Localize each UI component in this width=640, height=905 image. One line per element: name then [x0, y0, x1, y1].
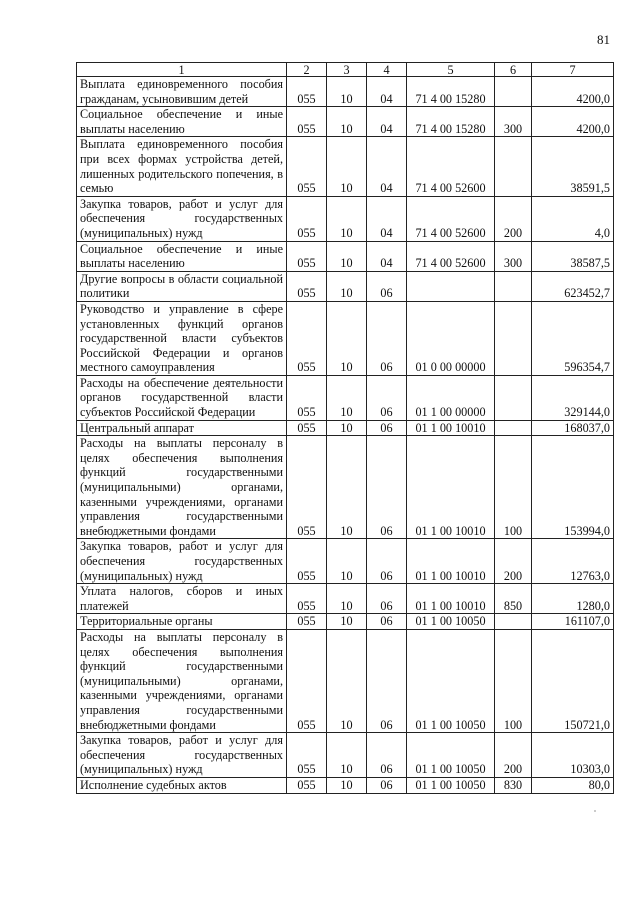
row-type-cell: [495, 271, 532, 301]
row-target-cell: 71 4 00 52600: [407, 137, 495, 196]
row-code-cell: 055: [287, 614, 327, 630]
row-code-cell: 055: [287, 137, 327, 196]
header-col-5: 5: [407, 63, 495, 77]
row-code-cell: 055: [287, 733, 327, 778]
row-subsection-cell: 06: [367, 539, 407, 584]
row-amount-cell: 4,0: [532, 196, 614, 241]
row-subsection-cell: 06: [367, 584, 407, 614]
row-amount-cell: 10303,0: [532, 733, 614, 778]
row-subsection-cell: 06: [367, 375, 407, 420]
row-section-cell: 10: [327, 107, 367, 137]
row-subsection-cell: 06: [367, 614, 407, 630]
row-type-cell: 300: [495, 241, 532, 271]
row-amount-cell: 4200,0: [532, 77, 614, 107]
row-amount-cell: 1280,0: [532, 584, 614, 614]
row-name-cell: Центральный аппарат: [77, 420, 287, 436]
row-subsection-cell: 06: [367, 420, 407, 436]
row-section-cell: 10: [327, 420, 367, 436]
row-code-cell: 055: [287, 420, 327, 436]
table-row: [77, 584, 614, 614]
row-subsection-cell: 04: [367, 77, 407, 107]
table-row: [77, 436, 614, 539]
row-code-cell: 055: [287, 436, 327, 539]
row-section-cell: 10: [327, 777, 367, 793]
row-code-cell: 055: [287, 539, 327, 584]
row-amount-cell: 80,0: [532, 777, 614, 793]
row-name-cell: Уплата налогов, сборов и иных платежей: [77, 584, 287, 614]
row-section-cell: 10: [327, 241, 367, 271]
row-code-cell: 055: [287, 629, 327, 732]
row-code-cell: 055: [287, 777, 327, 793]
table-row: [77, 777, 614, 793]
row-type-cell: 200: [495, 733, 532, 778]
row-subsection-cell: 06: [367, 777, 407, 793]
row-subsection-cell: 06: [367, 436, 407, 539]
header-col-3: 3: [327, 63, 367, 77]
row-subsection-cell: 06: [367, 629, 407, 732]
row-target-cell: [407, 271, 495, 301]
row-name-cell: Социальное обеспечение и иные выплаты населению: [77, 241, 287, 271]
row-amount-cell: 623452,7: [532, 271, 614, 301]
row-code-cell: 055: [287, 107, 327, 137]
row-target-cell: 01 1 00 10050: [407, 733, 495, 778]
row-subsection-cell: 06: [367, 733, 407, 778]
row-target-cell: 01 1 00 10010: [407, 420, 495, 436]
row-section-cell: 10: [327, 77, 367, 107]
row-amount-cell: 161107,0: [532, 614, 614, 630]
row-section-cell: 10: [327, 614, 367, 630]
row-target-cell: 71 4 00 15280: [407, 77, 495, 107]
row-name-cell: Расходы на выплаты персоналу в целях обеспечения выполнения функций государственными (муниципальными) органами, казенными учреждениями, органами управления государственными внебюджетными фондами: [77, 436, 287, 539]
table-row: [77, 301, 614, 375]
row-target-cell: 71 4 00 15280: [407, 107, 495, 137]
header-col-1: 1: [77, 63, 287, 77]
row-name-cell: Расходы на обеспечение деятельности органов государственной власти субъектов Российской Федерации: [77, 375, 287, 420]
row-target-cell: 01 1 00 10050: [407, 629, 495, 732]
row-target-cell: 71 4 00 52600: [407, 196, 495, 241]
row-amount-cell: 596354,7: [532, 301, 614, 375]
row-name-cell: Выплата единовременного пособия при всех формах устройства детей, лишенных родительского попечения, в семью: [77, 137, 287, 196]
table-row: [77, 137, 614, 196]
row-type-cell: 830: [495, 777, 532, 793]
row-code-cell: 055: [287, 77, 327, 107]
row-target-cell: 01 0 00 00000: [407, 301, 495, 375]
row-amount-cell: 38587,5: [532, 241, 614, 271]
row-target-cell: 01 1 00 00000: [407, 375, 495, 420]
row-subsection-cell: 04: [367, 107, 407, 137]
row-name-cell: Другие вопросы в области социальной политики: [77, 271, 287, 301]
table-row: [77, 375, 614, 420]
table-row: [77, 196, 614, 241]
row-name-cell: Закупка товаров, работ и услуг для обеспечения государственных (муниципальных) нужд: [77, 196, 287, 241]
row-name-cell: Выплата единовременного пособия гражданам, усыновившим детей: [77, 77, 287, 107]
row-name-cell: Закупка товаров, работ и услуг для обеспечения государственных (муниципальных) нужд: [77, 733, 287, 778]
row-target-cell: 71 4 00 52600: [407, 241, 495, 271]
row-type-cell: [495, 77, 532, 107]
row-code-cell: 055: [287, 375, 327, 420]
row-target-cell: 01 1 00 10050: [407, 614, 495, 630]
row-target-cell: 01 1 00 10010: [407, 584, 495, 614]
row-name-cell: Исполнение судебных актов: [77, 777, 287, 793]
header-col-6: 6: [495, 63, 532, 77]
row-subsection-cell: 06: [367, 271, 407, 301]
row-type-cell: [495, 137, 532, 196]
row-type-cell: 200: [495, 539, 532, 584]
header-col-2: 2: [287, 63, 327, 77]
row-amount-cell: 12763,0: [532, 539, 614, 584]
row-section-cell: 10: [327, 539, 367, 584]
row-amount-cell: 329144,0: [532, 375, 614, 420]
row-name-cell: Расходы на выплаты персоналу в целях обеспечения выполнения функций государственными (муниципальными) органами, казенными учреждениями, органами управления государственными внебюджетными фондами: [77, 629, 287, 732]
row-section-cell: 10: [327, 271, 367, 301]
table-row: [77, 614, 614, 630]
row-subsection-cell: 04: [367, 137, 407, 196]
row-code-cell: 055: [287, 196, 327, 241]
header-col-4: 4: [367, 63, 407, 77]
table-row: [77, 629, 614, 732]
row-type-cell: 200: [495, 196, 532, 241]
row-section-cell: 10: [327, 436, 367, 539]
row-section-cell: 10: [327, 137, 367, 196]
row-code-cell: 055: [287, 271, 327, 301]
row-type-cell: [495, 614, 532, 630]
row-name-cell: Закупка товаров, работ и услуг для обеспечения государственных (муниципальных) нужд: [77, 539, 287, 584]
table-row: [77, 77, 614, 107]
row-amount-cell: 153994,0: [532, 436, 614, 539]
table-row: [77, 539, 614, 584]
row-section-cell: 10: [327, 733, 367, 778]
row-amount-cell: 4200,0: [532, 107, 614, 137]
row-target-cell: 01 1 00 10050: [407, 777, 495, 793]
row-target-cell: 01 1 00 10010: [407, 436, 495, 539]
scan-speck: [594, 810, 596, 812]
row-code-cell: 055: [287, 241, 327, 271]
table-row: [77, 107, 614, 137]
row-subsection-cell: 04: [367, 196, 407, 241]
row-type-cell: [495, 375, 532, 420]
row-type-cell: [495, 301, 532, 375]
row-code-cell: 055: [287, 301, 327, 375]
row-subsection-cell: 04: [367, 241, 407, 271]
row-type-cell: 100: [495, 436, 532, 539]
row-section-cell: 10: [327, 196, 367, 241]
header-col-7: 7: [532, 63, 614, 77]
row-type-cell: 300: [495, 107, 532, 137]
row-name-cell: Руководство и управление в сфере установленных функций органов государственной власти субъектов Российской Федерации и органов местного самоуправления: [77, 301, 287, 375]
table-row: [77, 241, 614, 271]
row-section-cell: 10: [327, 584, 367, 614]
table-row: [77, 271, 614, 301]
row-type-cell: 850: [495, 584, 532, 614]
row-amount-cell: 38591,5: [532, 137, 614, 196]
page-number: 81: [597, 32, 610, 47]
row-section-cell: 10: [327, 375, 367, 420]
row-type-cell: [495, 420, 532, 436]
row-code-cell: 055: [287, 584, 327, 614]
row-type-cell: 100: [495, 629, 532, 732]
table-row: [77, 733, 614, 778]
row-name-cell: Социальное обеспечение и иные выплаты населению: [77, 107, 287, 137]
table-row: [77, 420, 614, 436]
row-section-cell: 10: [327, 629, 367, 732]
row-subsection-cell: 06: [367, 301, 407, 375]
header-row: [77, 63, 614, 77]
row-amount-cell: 150721,0: [532, 629, 614, 732]
row-amount-cell: 168037,0: [532, 420, 614, 436]
row-target-cell: 01 1 00 10010: [407, 539, 495, 584]
budget-table: [76, 62, 614, 794]
row-section-cell: 10: [327, 301, 367, 375]
row-name-cell: Территориальные органы: [77, 614, 287, 630]
